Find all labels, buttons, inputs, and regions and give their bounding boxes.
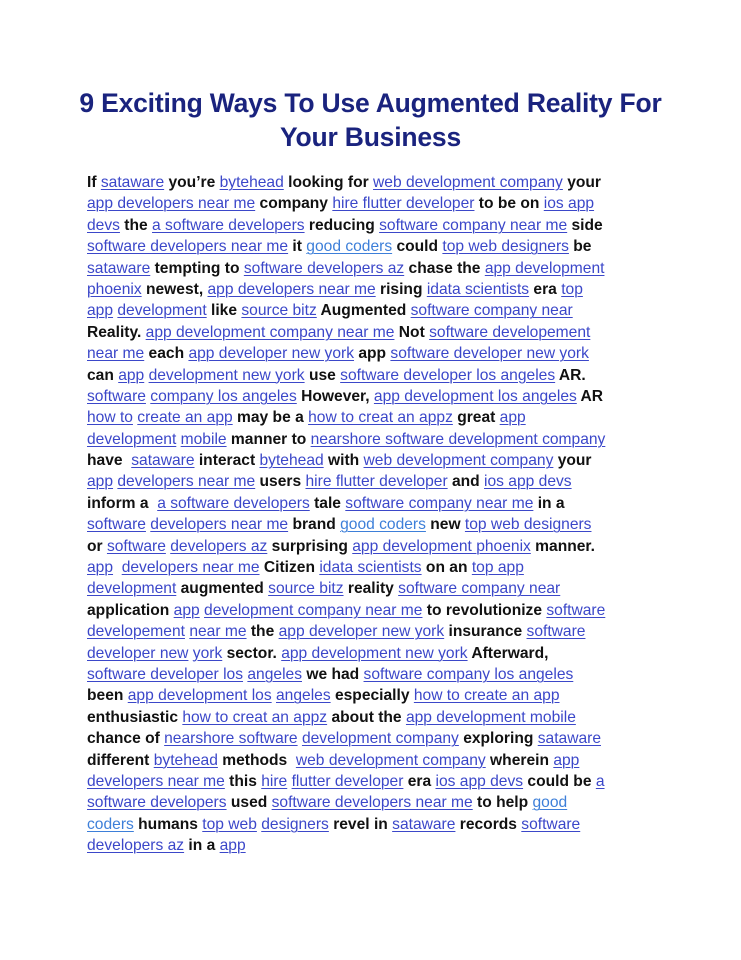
body-text-run: surprising — [267, 537, 353, 555]
text-line — [87, 386, 657, 407]
body-text-run: to revolutionize — [422, 601, 547, 619]
hyperlink[interactable]: near me — [87, 345, 145, 363]
body-text-run: app — [354, 345, 391, 363]
body-text-run: and — [447, 473, 485, 491]
hyperlink[interactable]: ios app devs — [484, 473, 572, 491]
body-text-run: wherein — [485, 751, 554, 769]
hyperlink[interactable]: software developer los angeles — [340, 366, 556, 384]
hyperlink[interactable]: developers near me — [121, 559, 260, 577]
text-line — [87, 835, 657, 856]
hyperlink[interactable]: york — [192, 644, 223, 662]
text-line — [87, 621, 657, 642]
hyperlink[interactable]: how to creat an appz — [308, 409, 453, 427]
body-text-run: like — [206, 302, 242, 320]
hyperlink[interactable]: developers near me — [117, 473, 256, 491]
hyperlink[interactable]: app development new york — [281, 644, 468, 662]
hyperlink[interactable]: developer new — [87, 644, 189, 662]
hyperlink[interactable]: app developer new york — [278, 623, 445, 641]
hyperlink[interactable]: devs — [87, 216, 120, 234]
body-text-run: your — [562, 174, 601, 191]
hyperlink[interactable]: developement — [87, 623, 185, 641]
body-text-run: enthusiastic — [87, 708, 183, 726]
hyperlink[interactable]: software — [87, 387, 146, 405]
hyperlink[interactable]: app — [219, 837, 246, 855]
hyperlink[interactable]: software company near — [410, 302, 573, 320]
body-text-run: interact — [194, 452, 260, 470]
hyperlink[interactable]: hire — [261, 772, 288, 790]
text-line — [87, 814, 657, 835]
hyperlink[interactable]: app development phoenix — [352, 537, 531, 555]
hyperlink[interactable]: software developers — [87, 794, 227, 812]
body-text-run: Citizen — [259, 559, 320, 577]
text-line — [87, 279, 657, 300]
hyperlink[interactable]: software developers near me — [87, 238, 289, 256]
hyperlink[interactable]: near me — [189, 623, 247, 641]
hyperlink[interactable]: coders — [87, 815, 134, 833]
hyperlink[interactable]: developers az — [170, 537, 268, 555]
hyperlink[interactable]: good — [532, 794, 568, 812]
text-line — [87, 258, 657, 279]
body-text-run: users — [255, 473, 306, 491]
body-text-run: may be a — [232, 409, 309, 427]
text-line — [87, 685, 657, 706]
hyperlink[interactable]: development — [87, 580, 177, 598]
body-text-run: to help — [472, 794, 533, 812]
hyperlink[interactable]: software developer new york — [390, 345, 589, 363]
body-text-run: or — [87, 537, 107, 555]
body-text-run: in a — [184, 837, 220, 855]
hyperlink[interactable]: web development company — [373, 174, 563, 191]
hyperlink[interactable]: idata scientists — [319, 559, 422, 577]
hyperlink[interactable]: bytehead — [219, 174, 284, 191]
hyperlink[interactable]: app — [87, 473, 114, 491]
body-text-run: reality — [343, 580, 399, 598]
body-text-run: the — [119, 216, 153, 234]
body-text-run: could — [392, 238, 443, 256]
hyperlink[interactable]: create an app — [137, 409, 233, 427]
hyperlink[interactable]: phoenix — [87, 280, 142, 298]
body-text-run: company — [255, 195, 333, 213]
hyperlink[interactable]: how to create an app — [413, 687, 560, 705]
body-text-run: we had — [302, 665, 364, 683]
hyperlink[interactable]: app development — [484, 259, 605, 277]
hyperlink[interactable]: sataware — [131, 452, 195, 470]
text-line — [87, 728, 657, 749]
hyperlink[interactable]: app — [118, 366, 145, 384]
hyperlink[interactable]: developers az — [87, 837, 185, 855]
hyperlink[interactable]: sataware — [87, 259, 151, 277]
text-line — [87, 557, 657, 578]
hyperlink[interactable]: app development company near me — [145, 323, 395, 341]
hyperlink[interactable]: developers near me — [150, 516, 289, 534]
body-text-run: your — [553, 452, 592, 470]
hyperlink[interactable]: source bitz — [241, 302, 317, 320]
body-text-run: application — [87, 601, 174, 619]
hyperlink[interactable]: app — [87, 302, 114, 320]
hyperlink[interactable]: software developers az — [243, 259, 405, 277]
text-line — [87, 750, 657, 771]
hyperlink[interactable]: app developers near me — [87, 195, 256, 213]
body-text-run: era — [403, 772, 436, 790]
hyperlink[interactable]: company los angeles — [150, 387, 297, 405]
hyperlink[interactable]: nearshore software development company — [310, 430, 606, 448]
body-text-run: tempting to — [150, 259, 244, 277]
hyperlink[interactable]: software — [87, 516, 146, 534]
text-line — [87, 600, 657, 621]
body-text-run: looking for — [283, 174, 374, 191]
hyperlink[interactable]: app — [87, 559, 114, 577]
hyperlink[interactable]: software — [546, 601, 606, 619]
body-text-run: chase the — [404, 259, 485, 277]
body-text-run: tale — [309, 494, 346, 512]
hyperlink[interactable]: bytehead — [153, 751, 218, 769]
hyperlink[interactable]: software company los angeles — [363, 665, 574, 683]
hyperlink[interactable]: app developer new york — [188, 345, 355, 363]
hyperlink[interactable]: developers near me — [87, 772, 225, 790]
hyperlink[interactable]: how to creat an appz — [182, 708, 328, 726]
body-text-run: insurance — [444, 623, 527, 641]
hyperlink[interactable]: web development company — [295, 751, 486, 769]
text-line — [87, 707, 657, 728]
text-line — [87, 493, 657, 514]
body-text-run: to be on — [474, 195, 544, 213]
hyperlink[interactable]: software — [106, 537, 166, 555]
hyperlink[interactable]: sataware — [392, 815, 456, 833]
text-line — [87, 643, 657, 664]
hyperlink[interactable]: development new york — [148, 366, 305, 384]
hyperlink[interactable]: sataware — [100, 174, 165, 191]
body-text-run: with — [323, 452, 364, 470]
body-text-run: records — [455, 815, 522, 833]
body-text-run: era — [529, 280, 562, 298]
body-text-run: humans — [133, 815, 203, 833]
hyperlink[interactable]: software — [521, 815, 581, 833]
text-line — [87, 365, 657, 386]
hyperlink[interactable]: top web — [202, 815, 257, 833]
body-text-run: it — [288, 238, 307, 256]
body-text-run: different — [87, 751, 154, 769]
hyperlink[interactable]: app — [499, 409, 526, 427]
text-line — [87, 664, 657, 685]
text-line — [87, 771, 657, 792]
text-line — [87, 322, 657, 343]
text-line — [87, 578, 657, 599]
body-text-run: manner to — [226, 430, 311, 448]
hyperlink[interactable]: software — [526, 623, 586, 641]
hyperlink[interactable]: source bitz — [268, 580, 344, 598]
body-text-run: be — [568, 238, 592, 256]
hyperlink[interactable]: good coders — [306, 238, 393, 256]
hyperlink[interactable]: web development company — [363, 452, 554, 470]
text-line — [87, 514, 657, 535]
body-text-run: If — [87, 174, 101, 191]
body-text-run: inform a — [87, 494, 158, 512]
hyperlink[interactable]: hire flutter developer — [305, 473, 448, 491]
text-line — [87, 172, 657, 193]
hyperlink[interactable]: how to — [87, 409, 133, 427]
body-text-run: can — [87, 366, 119, 384]
hyperlink[interactable]: ios app devs — [435, 772, 524, 790]
body-text-run: Reality. — [87, 323, 146, 341]
text-line — [87, 343, 657, 364]
hyperlink[interactable]: development — [117, 302, 207, 320]
hyperlink[interactable]: software developement — [429, 323, 591, 341]
hyperlink[interactable]: flutter developer — [291, 772, 404, 790]
hyperlink[interactable]: top web designers — [442, 238, 569, 256]
hyperlink[interactable]: bytehead — [259, 452, 324, 470]
hyperlink[interactable]: top web designers — [464, 516, 592, 534]
body-text-run: been — [87, 687, 128, 705]
hyperlink[interactable]: top app — [471, 559, 524, 577]
body-text-run: revel in — [328, 815, 393, 833]
hyperlink[interactable]: a — [595, 772, 605, 790]
body-text-run: sector. — [222, 644, 282, 662]
hyperlink[interactable]: idata scientists — [426, 280, 530, 298]
body-text-run: use — [304, 366, 341, 384]
article-body — [87, 172, 657, 857]
body-text-run: each — [144, 345, 189, 363]
body-text-run: Augmented — [316, 302, 411, 320]
body-text-run — [113, 559, 122, 576]
hyperlink[interactable]: angeles — [276, 687, 331, 705]
hyperlink[interactable]: app development mobile — [405, 708, 576, 726]
body-text-run: Not — [394, 323, 430, 341]
page-title: 9 Exciting Ways To Use Augmented Reality For Your Business — [79, 88, 662, 152]
text-line — [87, 193, 657, 214]
text-line — [87, 471, 657, 492]
body-text-run: the — [246, 623, 279, 641]
body-text-run: could be — [523, 772, 596, 790]
body-text-run: manner. — [530, 537, 595, 555]
hyperlink[interactable]: app developers near me — [207, 280, 376, 298]
hyperlink[interactable]: designers — [261, 815, 329, 833]
body-text-run: this — [224, 772, 262, 790]
body-text-run: newest, — [141, 280, 208, 298]
body-text-run: in a — [533, 494, 565, 512]
hyperlink[interactable]: development company — [301, 730, 459, 748]
hyperlink[interactable]: software developers near me — [271, 794, 473, 812]
body-text-run: reducing — [304, 216, 380, 234]
hyperlink[interactable]: a software developers — [152, 216, 305, 234]
hyperlink[interactable]: nearshore software — [164, 730, 298, 748]
text-line — [87, 215, 657, 236]
hyperlink[interactable]: good coders — [340, 516, 426, 534]
body-text-run: great — [452, 409, 500, 427]
hyperlink[interactable]: a software developers — [157, 494, 310, 512]
hyperlink[interactable]: app — [173, 601, 200, 619]
text-line — [87, 300, 657, 321]
text-line — [87, 792, 657, 813]
hyperlink[interactable]: development company near me — [204, 601, 423, 619]
text-line — [87, 450, 657, 471]
hyperlink[interactable]: software company near me — [345, 494, 534, 512]
body-text-run: Afterward, — [467, 644, 549, 662]
hyperlink[interactable]: angeles — [247, 665, 302, 683]
hyperlink[interactable]: ios app — [543, 195, 595, 213]
hyperlink[interactable]: app development los — [127, 687, 272, 705]
text-line — [87, 407, 657, 428]
body-text-run: chance of — [87, 730, 165, 748]
hyperlink[interactable]: top — [561, 280, 583, 298]
body-text-run: exploring — [458, 730, 538, 748]
hyperlink[interactable]: app development los angeles — [373, 387, 577, 405]
text-line — [87, 236, 657, 257]
hyperlink[interactable]: software company near me — [379, 216, 568, 234]
body-text-run: used — [226, 794, 272, 812]
body-text-run: you’re — [164, 174, 220, 191]
hyperlink[interactable]: development — [87, 430, 177, 448]
hyperlink[interactable]: hire flutter developer — [332, 195, 475, 213]
body-text-run: brand — [288, 516, 341, 534]
hyperlink[interactable]: sataware — [537, 730, 601, 748]
body-text-run: AR — [576, 387, 604, 405]
body-text-run: have — [87, 452, 132, 470]
body-text-run: on an — [421, 559, 472, 577]
hyperlink[interactable]: app — [553, 751, 580, 769]
body-text-run: side — [567, 216, 603, 234]
text-line — [87, 429, 657, 450]
body-text-run: rising — [375, 280, 427, 298]
hyperlink[interactable]: software company near — [398, 580, 561, 598]
body-text-run: methods — [217, 751, 296, 769]
text-line — [87, 536, 657, 557]
hyperlink[interactable]: software developer los — [87, 665, 244, 683]
body-text-run: augmented — [176, 580, 269, 598]
body-text-run: especially — [330, 687, 414, 705]
body-text-run: about the — [327, 708, 406, 726]
body-text-run: new — [425, 516, 465, 534]
body-text-run: AR. — [555, 366, 586, 384]
body-text-run: However, — [296, 387, 374, 405]
hyperlink[interactable]: mobile — [180, 430, 227, 448]
